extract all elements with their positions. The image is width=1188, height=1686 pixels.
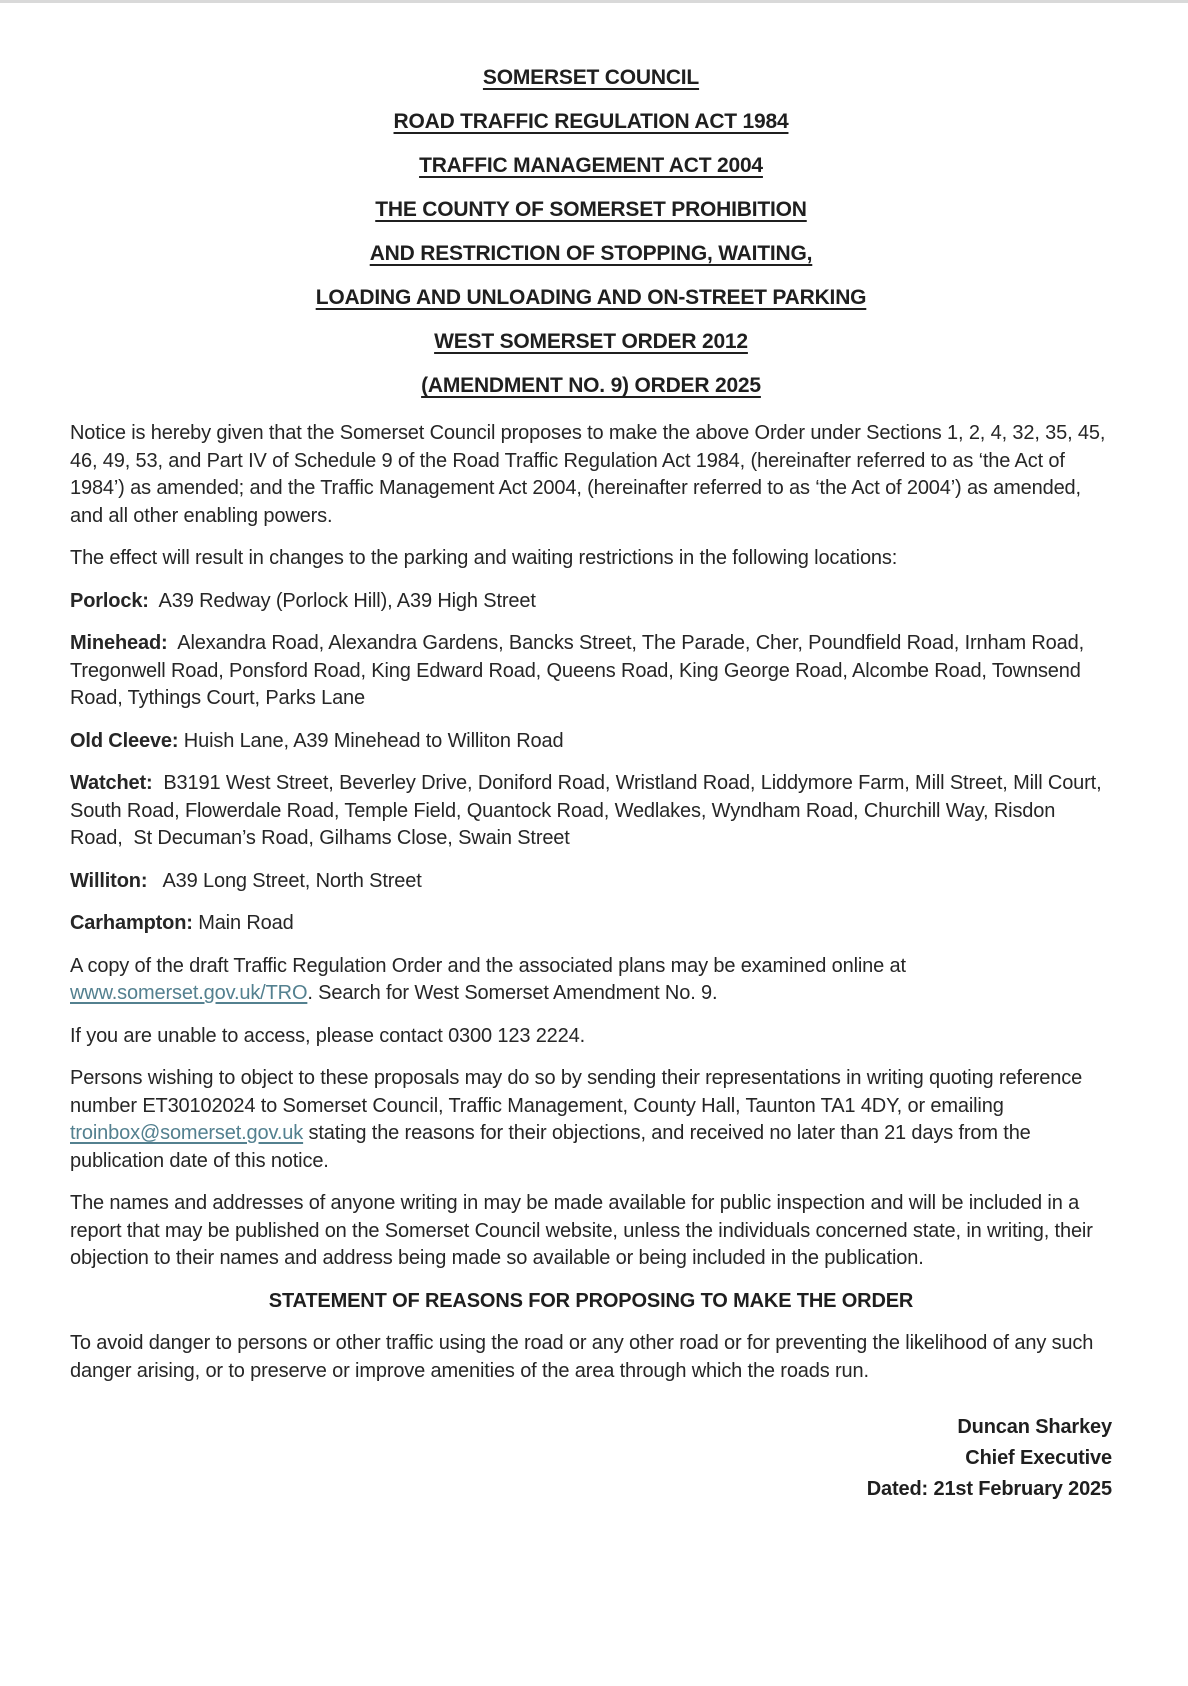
heading-council: SOMERSET COUNCIL [482,66,700,89]
heading-loading-parking: LOADING AND UNLOADING AND ON-STREET PARKING [315,286,867,309]
location-roads: Huish Lane, A39 Minehead to Williton Road [178,729,564,752]
signatory-title: Chief Executive [965,1447,1112,1469]
troinbox-email-link[interactable]: troinbox@somerset.gov.uk [70,1122,304,1144]
location-line-carhampton [70,910,1112,938]
objections-text-before: Persons wishing to object to these proposals may do so by sending their representations in writing quoting reference number ET30102024 to Somerset Council, Traffic Management, County Hall, Taunton TA1 4DY, or emailing [70,1067,1088,1117]
signature-date: Dated: 21st February 2025 [866,1478,1112,1500]
heading-county-prohibition: THE COUNTY OF SOMERSET PROHIBITION [375,198,807,221]
statement-of-reasons-body: To avoid danger to persons or other traffic using the road or any other road or for preventing the likelihood of any such danger arising, or to preserve or improve amenities of the area through which the roads run. [70,1332,1099,1382]
location-roads: B3191 West Street, Beverley Drive, Doniford Road, Wristland Road, Liddymore Farm, Mill Street, Mill Court, South Road, Flowerdale Road, Temple Field, Quantock Road, Wedlakes, Wyndham Road, Churchill Way, Risdon Road, St Decuman’s Road, Gilhams Close, Swain Street [70,772,1107,849]
location-label: Williton: [70,869,148,892]
location-line-minehead [70,630,1112,713]
location-label: Watchet: [70,772,153,794]
location-line-old-cleeve [70,728,1112,756]
heading-rtra-1984: ROAD TRAFFIC REGULATION ACT 1984 [393,110,789,133]
location-label: Minehead: [70,632,168,654]
heading-restriction: AND RESTRICTION OF STOPPING, WAITING, [369,242,813,265]
privacy-paragraph: The names and addresses of anyone writing in may be made available for public inspection and will be included in a report that may be published on the Somerset Council website, unless the individuals concerned state, in writing, their objection to their names and address being made so available or being included in the publication. [70,1192,1099,1269]
location-roads: Main Road [192,912,294,934]
location-roads: A39 Redway (Porlock Hill), A39 High Street [148,589,536,612]
signature-block [70,1412,1112,1505]
objections-paragraph [70,1065,1112,1175]
notice-document [0,3,1188,1505]
heading-west-somerset-order: WEST SOMERSET ORDER 2012 [434,330,748,353]
statement-of-reasons-heading: STATEMENT OF REASONS FOR PROPOSING TO MAKE THE ORDER [268,1289,914,1312]
location-roads: A39 Long Street, North Street [147,869,422,892]
heading-amendment-order: (AMENDMENT NO. 9) ORDER 2025 [421,374,761,397]
intro-paragraph: Notice is hereby given that the Somerset Council proposes to make the above Order under Sections 1, 2, 4, 32, 35, 45, 46, 49, 53, and Part IV of Schedule 9 of the Road Traffic Regulation Act 1984, (hereinafter referred to as ‘the Act of 1984’) as amended; and the Traffic Management Act 2004, (hereinafter referred to as ‘the Act of 2004’) as amended, and all other enabling powers. [70,422,1111,527]
location-roads: Alexandra Road, Alexandra Gardens, Bancks Street, The Parade, Cher, Poundfield Road, Irnham Road, Tregonwell Road, Ponsford Road, King Edward Road, Queens Road, King George Road, Alcombe Road, Townsend Road, Tythings Court, Parks Lane [70,632,1090,709]
online-copy-paragraph [70,953,1112,1008]
location-line-watchet [70,770,1112,853]
signatory-name: Duncan Sharkey [957,1416,1112,1438]
location-line-williton [70,868,1112,896]
location-label: Carhampton: [70,912,193,934]
heading-tma-2004: TRAFFIC MANAGEMENT ACT 2004 [419,154,763,177]
location-label: Porlock: [70,589,149,612]
location-label: Old Cleeve: [70,729,179,752]
objections-text-after: stating the reasons for their objections, and received no later than 21 days from the publication date of this notice. [70,1122,1037,1172]
contact-paragraph: If you are unable to access, please contact 0300 123 2224. [70,1024,586,1047]
online-copy-text-before: A copy of the draft Traffic Regulation Order and the associated plans may be examined online at [70,954,912,977]
tro-website-link[interactable]: www.somerset.gov.uk/TRO [70,982,308,1004]
location-line-porlock [70,588,1112,616]
online-copy-text-after: . Search for West Somerset Amendment No. 9. [307,982,718,1004]
effect-paragraph: The effect will result in changes to the parking and waiting restrictions in the following locations: [70,547,898,569]
